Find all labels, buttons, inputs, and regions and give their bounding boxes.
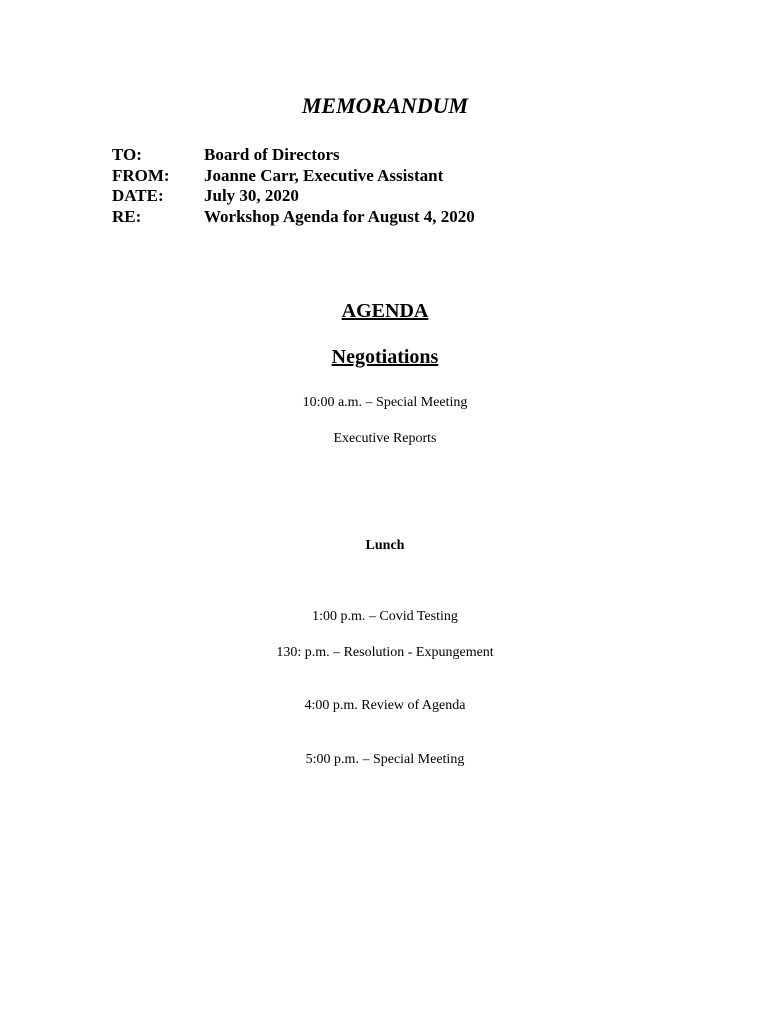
header-row-date	[112, 186, 475, 207]
header-label-re: RE:	[112, 206, 142, 226]
header-label-date: DATE:	[112, 186, 164, 206]
header-row-re	[112, 207, 475, 228]
agenda-item-special-meeting-am: 10:00 a.m. – Special Meeting	[302, 395, 468, 410]
header-value-to: Board of Directors	[204, 145, 340, 164]
header-value-date: July 30, 2020	[204, 186, 299, 206]
header-value-from: Joanne Carr, Executive Assistant	[204, 165, 444, 185]
header-row-to	[112, 145, 475, 166]
memo-title: MEMORANDUM	[301, 93, 469, 118]
agenda-item-resolution: 130: p.m. – Resolution - Expungement	[276, 645, 494, 660]
agenda-item-review-of-agenda: 4:00 p.m. Review of Agenda	[304, 698, 466, 713]
agenda-item-covid-testing: 1:00 p.m. – Covid Testing	[312, 609, 458, 624]
agenda-item-lunch: Lunch	[365, 538, 405, 553]
negotiations-heading: Negotiations	[331, 346, 439, 368]
header-row-from	[112, 166, 475, 187]
header-value-re: Workshop Agenda for August 4, 2020	[204, 206, 475, 226]
header-label-from: FROM:	[112, 165, 170, 185]
memo-header	[112, 145, 475, 227]
agenda-item-executive-reports: Executive Reports	[333, 431, 437, 446]
agenda-item-special-meeting-pm: 5:00 p.m. – Special Meeting	[305, 752, 465, 767]
header-label-to: TO:	[112, 145, 142, 164]
agenda-heading: AGENDA	[341, 300, 429, 322]
